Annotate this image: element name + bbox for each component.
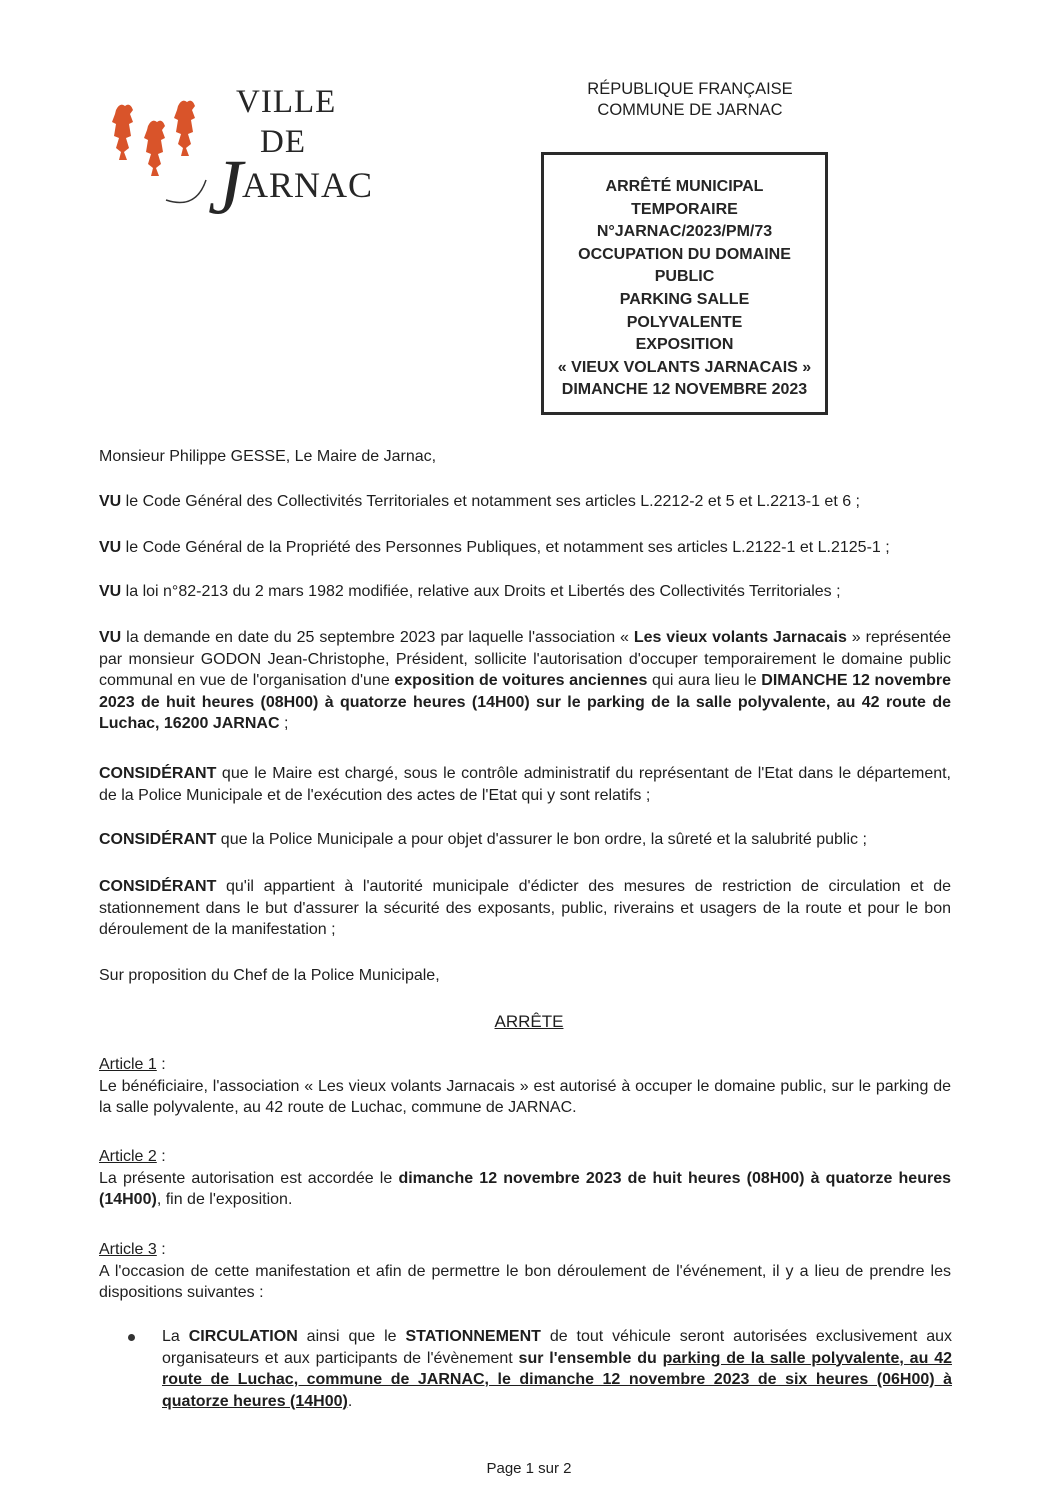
vu-lead: VU xyxy=(99,629,122,646)
vu-lead: VU xyxy=(99,539,122,556)
bullet-item xyxy=(162,1326,952,1412)
title-line: TEMPORAIRE xyxy=(631,200,738,218)
vu-paragraph-3 xyxy=(99,581,951,603)
title-line: EXPOSITION xyxy=(635,336,734,354)
arrete-heading: ARRÊTE xyxy=(494,1012,564,1031)
title-line: ARRÊTÉ MUNICIPAL xyxy=(605,178,764,195)
article-3 xyxy=(99,1239,951,1304)
logo-jarnac-initial: J xyxy=(208,143,244,230)
bullet-text: de tout véhicule seront autorisées exclusivement aux organisateurs et aux participants de l'évènement xyxy=(162,1328,952,1367)
vu-lead: VU xyxy=(99,583,122,600)
vu-text: » représentée par monsieur GODON Jean-Christophe, Président, sollicite l'autorisation d'occuper temporairement le domaine public communal en vue de l'organisation d'une xyxy=(99,629,952,689)
maire-line: Monsieur Philippe GESSE, Le Maire de Jarnac, xyxy=(99,448,437,465)
logo-de-text: DE xyxy=(260,124,306,160)
bullet-icon xyxy=(128,1334,135,1341)
vu-text: la demande en date du 25 septembre 2023 par laquelle l'association « xyxy=(121,629,634,646)
vu-lead: VU xyxy=(99,493,122,510)
circulation-keyword: CIRCULATION xyxy=(188,1328,298,1345)
vu-text: qui aura lieu le xyxy=(647,672,762,689)
article-colon: : xyxy=(156,1148,166,1165)
proposition-line: Sur proposition du Chef de la Police Municipale, xyxy=(99,967,440,984)
vu-paragraph-4 xyxy=(99,627,951,735)
considerant-lead: CONSIDÉRANT xyxy=(99,765,217,782)
republique-header xyxy=(560,79,820,121)
article-text: A l'occasion de cette manifestation et afin de permettre le bon déroulement de l'événement, il y a lieu de prendre les dispositions suivantes : xyxy=(99,1262,951,1301)
article-1 xyxy=(99,1054,951,1119)
considerant-lead: CONSIDÉRANT xyxy=(99,831,217,848)
title-line: POLYVALENTE xyxy=(626,313,743,331)
bullet-text: ainsi que le xyxy=(297,1328,406,1345)
article-2 xyxy=(99,1146,951,1211)
page-number: Page 1 sur 2 xyxy=(486,1460,572,1477)
considerant-text: que le Maire est chargé, sous le contrôle administratif du représentant de l'Etat dans le département, de la Police Municipale et de l'exécution des actes de l'Etat qui y sont relatifs ; xyxy=(99,765,951,804)
logo-jarnac-text: ARNAC xyxy=(242,165,374,205)
article-colon: : xyxy=(156,1241,166,1258)
logo-ville-text: VILLE xyxy=(236,84,337,120)
association-name: Les vieux volants Jarnacais xyxy=(633,629,847,646)
title-line: DIMANCHE 12 NOVEMBRE 2023 xyxy=(561,381,808,399)
title-line: PUBLIC xyxy=(654,268,715,286)
article-title: Article 3 xyxy=(99,1241,157,1258)
considerant-paragraph-3 xyxy=(99,876,951,941)
article-text: La présente autorisation est accordée le xyxy=(99,1169,399,1187)
considerant-lead: CONSIDÉRANT xyxy=(99,878,217,895)
vu-paragraph-2 xyxy=(99,537,951,559)
considerant-paragraph-1 xyxy=(99,763,951,806)
jarnac-emblem-icon xyxy=(108,90,218,210)
vu-text: ; xyxy=(279,715,289,732)
bullet-location-date: parking de la salle polyvalente, au 42 route de Luchac, commune de JARNAC, le dimanche 12 novembre 2023 de six heures (06H00) à quatorze heures (14H00) xyxy=(162,1349,952,1410)
event-date-location: DIMANCHE 12 novembre 2023 de huit heures (08H00) à quatorze heures (14H00) sur le parking de la salle polyvalente, au 42 route de Luchac, 16200 JARNAC xyxy=(99,672,952,732)
article-text: Le bénéficiaire, l'association « Les vieux volants Jarnacais » est autorisé à occuper le domaine public, sur le parking de la salle polyvalente, au 42 route de Luchac, commune de JARNAC. xyxy=(99,1077,951,1116)
article-date: dimanche 12 novembre 2023 de huit heures (08H00) à quatorze heures (14H00) xyxy=(99,1169,951,1208)
title-line: « VIEUX VOLANTS JARNACAIS » xyxy=(557,358,812,376)
arrete-title-box xyxy=(541,152,828,415)
republique-line: RÉPUBLIQUE FRANÇAISE xyxy=(587,80,793,98)
considerant-text: que la Police Municipale a pour objet d'assurer le bon ordre, la sûreté et la salubrité public ; xyxy=(216,831,867,848)
vu-text: la loi n°82-213 du 2 mars 1982 modifiée, relative aux Droits et Libertés des Collectivités Territoriales ; xyxy=(121,583,841,600)
town-logo xyxy=(108,80,383,230)
vu-text: le Code Général des Collectivités Territoriales et notamment ses articles L.2212-2 et 5 et L.2213-1 et 6 ; xyxy=(121,493,860,510)
title-line: OCCUPATION DU DOMAINE xyxy=(578,245,791,263)
title-line: N°JARNAC/2023/PM/73 xyxy=(596,223,773,241)
article-colon: : xyxy=(156,1056,166,1073)
article-text: , fin de l'exposition. xyxy=(156,1191,293,1208)
considerant-paragraph-2 xyxy=(99,829,951,851)
considerant-text: qu'il appartient à l'autorité municipale d'édicter des mesures de restriction de circulation et de stationnement dans le but d'assurer la sécurité des exposants, public, riverains et usagers de la route et pour le bon déroulement de la manifestation ; xyxy=(99,878,951,938)
bullet-text: La xyxy=(162,1328,189,1345)
vu-paragraph-1 xyxy=(99,491,951,513)
bullet-text: . xyxy=(347,1392,353,1410)
stationnement-keyword: STATIONNEMENT xyxy=(405,1328,541,1345)
title-line: PARKING SALLE xyxy=(619,290,750,308)
event-type: exposition de voitures anciennes xyxy=(394,672,648,689)
commune-line: COMMUNE DE JARNAC xyxy=(597,101,783,119)
bullet-emphasis: sur l'ensemble du xyxy=(518,1349,663,1367)
article-title: Article 1 xyxy=(99,1056,157,1073)
vu-text: le Code Général de la Propriété des Personnes Publiques, et notamment ses articles L.2122-1 et L.2125-1 ; xyxy=(121,539,890,556)
article-title: Article 2 xyxy=(99,1148,157,1165)
